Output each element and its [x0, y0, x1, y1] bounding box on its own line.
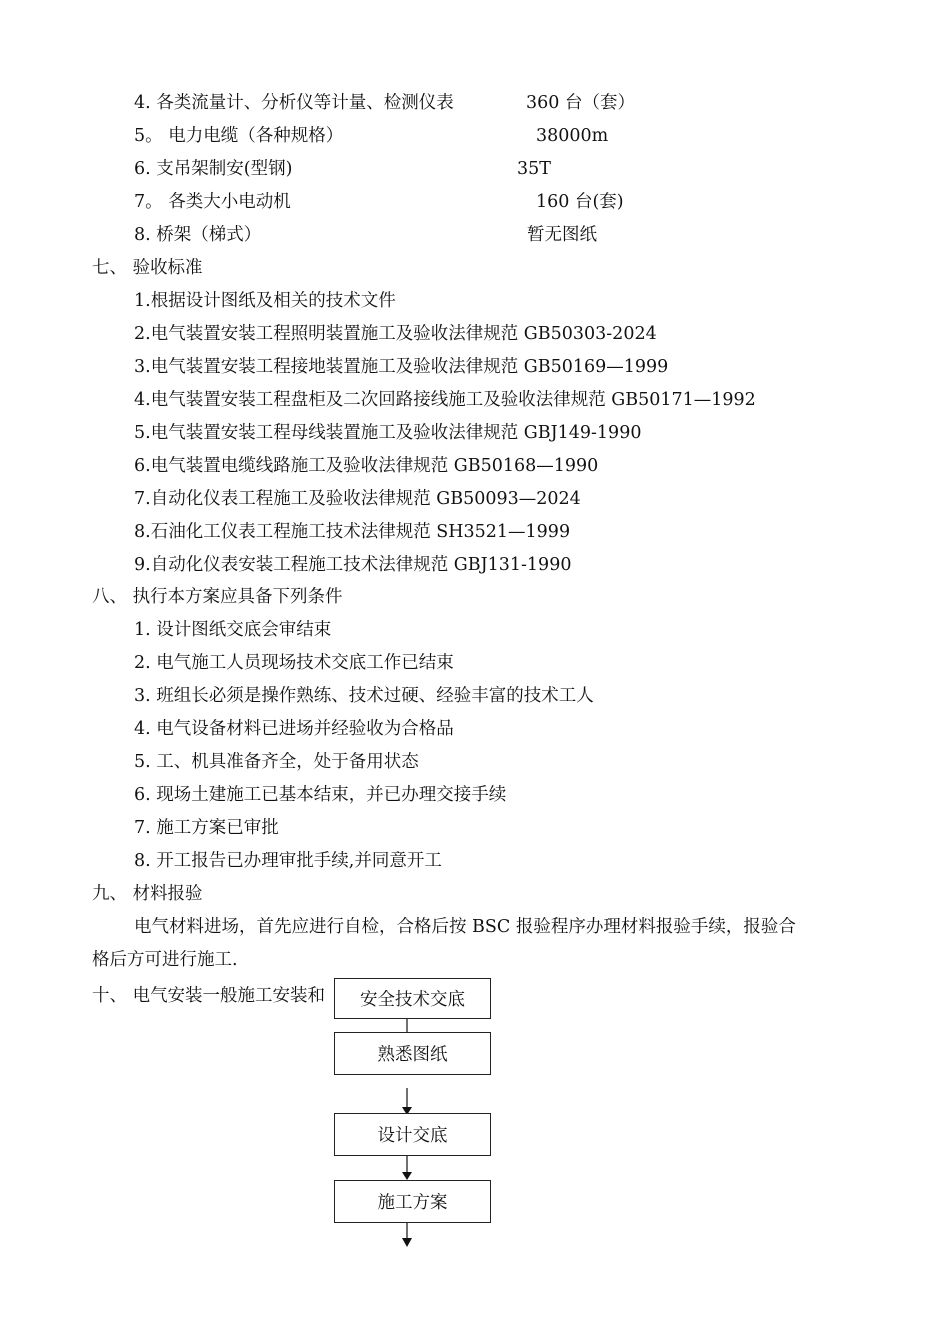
standard-item: 5.电气装置安装工程母线装置施工及验收法律规范 GBJ149-1990	[134, 423, 642, 443]
condition-item: 2. 电气施工人员现场技术交底工作已结束	[134, 653, 454, 673]
condition-item: 6. 现场土建施工已基本结束，并已办理交接手续	[134, 785, 507, 805]
flowchart-arrow	[400, 1156, 414, 1182]
flowchart-step-safety-briefing	[334, 978, 491, 1019]
condition-item: 4. 电气设备材料已进场并经验收为合格品	[134, 719, 454, 739]
flowchart-step-study-drawings	[334, 1032, 491, 1075]
equipment-item-label: 6. 支吊架制安(型钢)	[134, 159, 293, 179]
flowchart-step-label: 设计交底	[377, 1126, 448, 1146]
standard-item: 9.自动化仪表安装工程施工技术法律规范 GBJ131-1990	[134, 555, 572, 575]
standard-item: 6.电气装置电缆线路施工及验收法律规范 GB50168—1990	[134, 456, 599, 476]
condition-item: 5. 工、机具准备齐全，处于备用状态	[134, 752, 419, 772]
equipment-item-label: 5。 电力电缆（各种规格）	[134, 126, 344, 146]
equipment-item-qty: 38000m	[536, 126, 609, 146]
section-heading-material-inspection: 九、 材料报验	[92, 884, 203, 904]
flowchart-step-label: 熟悉图纸	[377, 1045, 448, 1065]
flowchart-step-label: 安全技术交底	[360, 990, 465, 1010]
equipment-item-label: 4. 各类流量计、分析仪等计量、检测仪表	[134, 93, 454, 113]
condition-item: 8. 开工报告已办理审批手续,并同意开工	[134, 851, 442, 871]
condition-item: 1. 设计图纸交底会审结束	[134, 620, 332, 640]
standard-item: 3.电气装置安装工程接地装置施工及验收法律规范 GB50169—1999	[134, 357, 669, 377]
flowchart-step-design-briefing	[334, 1113, 491, 1156]
standard-item: 8.石油化工仪表工程施工技术法律规范 SH3521—1999	[134, 522, 571, 542]
standard-item: 4.电气装置安装工程盘柜及二次回路接线施工及验收法律规范 GB50171—1992	[134, 390, 756, 410]
paragraph-line: 格后方可进行施工.	[92, 950, 238, 970]
flowchart-step-label: 施工方案	[377, 1193, 448, 1213]
equipment-item-qty: 暂无图纸	[527, 225, 597, 245]
section-heading-acceptance-standards: 七、 验收标准	[92, 258, 203, 278]
equipment-item-label: 8. 桥架（梯式）	[134, 225, 262, 245]
section-heading-prerequisites: 八、 执行本方案应具备下列条件	[92, 587, 343, 607]
equipment-item-qty: 360 台（套）	[526, 93, 635, 113]
equipment-item-label: 7。 各类大小电动机	[134, 192, 291, 212]
flowchart-arrow	[400, 1088, 414, 1116]
condition-item: 7. 施工方案已审批	[134, 818, 279, 838]
condition-item: 3. 班组长必须是操作熟练、技术过硬、经验丰富的技术工人	[134, 686, 594, 706]
section-heading-installation-procedure: 十、 电气安装一般施工安装和	[92, 986, 326, 1006]
paragraph-line: 电气材料进场，首先应进行自检，合格后按 BSC 报验程序办理材料报验手续，报验合	[134, 917, 796, 937]
flowchart-arrow	[400, 1223, 414, 1249]
standard-item: 2.电气装置安装工程照明装置施工及验收法律规范 GB50303-2024	[134, 324, 657, 344]
equipment-item-qty: 35T	[517, 159, 551, 179]
flowchart-step-construction-plan	[334, 1180, 491, 1223]
standard-item: 7.自动化仪表工程施工及验收法律规范 GB50093—2024	[134, 489, 581, 509]
equipment-item-qty: 160 台(套)	[536, 192, 624, 212]
standard-item: 1.根据设计图纸及相关的技术文件	[134, 291, 396, 311]
